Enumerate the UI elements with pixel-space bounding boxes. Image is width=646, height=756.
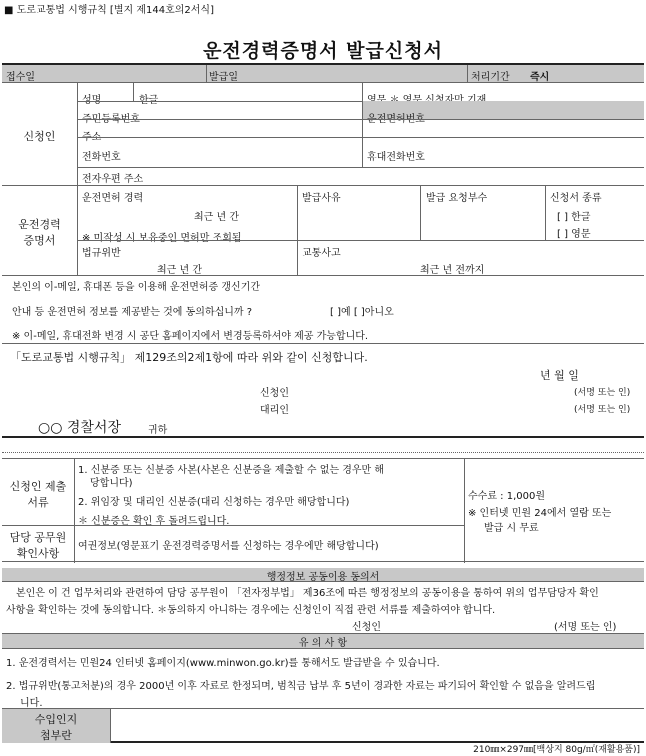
- receipt-label: 접수일: [6, 72, 35, 83]
- violations-label: 법규위반: [82, 248, 121, 259]
- license-career-label: 운전면허 경력: [82, 193, 144, 204]
- admin-consent-section: [2, 582, 644, 632]
- officer-label-2: 확인사항: [16, 547, 60, 560]
- declaration-sign-1[interactable]: (서명 또는 인): [574, 388, 631, 398]
- license-number-field[interactable]: 운전면허번호: [367, 114, 425, 125]
- processing-value: 즉시: [530, 72, 550, 83]
- doc-item-1b: 당합니다): [90, 478, 133, 489]
- recipient: ○○ 경찰서장: [38, 420, 121, 436]
- top-bar: [2, 65, 644, 83]
- doc-item-3: ＊ 신분증은 확인 후 돌려드립니다.: [78, 516, 230, 527]
- issue-reason-label: 발급사유: [302, 193, 341, 204]
- notes-title-bar: [2, 633, 644, 649]
- accidents-years[interactable]: 최근 년 전까지: [420, 265, 485, 276]
- applicant-label: 신청인: [23, 130, 56, 143]
- consent-line-3: ※ 이-메일, 휴대전화 변경 시 공단 홈페이지에서 변경등록하셔야 제공 가능합니다.: [12, 331, 369, 342]
- stamp-label-2: 첨부란: [40, 729, 72, 742]
- consent-line-1: 본인의 이-메일, 휴대폰 등을 이용해 운전면허증 갱신기간: [12, 282, 261, 293]
- career-label-2: 증명서: [23, 234, 56, 247]
- admin-consent-title: 행정정보 공동이용 동의서: [266, 572, 380, 583]
- unpublished-note: ※ 미작성 시 보유중인 면허만 조회됨: [82, 233, 242, 244]
- accidents-label: 교통사고: [302, 248, 341, 259]
- consent-line-2: 안내 등 운전면허 정보를 제공받는 것에 동의하십니까 ?: [12, 307, 253, 318]
- resident-number-field[interactable]: 주민등록번호: [82, 114, 140, 125]
- stamp-section: [2, 709, 644, 743]
- law-reference: ■ 도로교통법 시행규칙 [별지 제144호의2서식]: [4, 5, 214, 16]
- consent-options[interactable]: [ ]예 [ ]아니오: [330, 307, 394, 318]
- docs-label-2: 서류: [27, 496, 49, 509]
- name-label: 성명: [82, 95, 102, 106]
- violations-years[interactable]: 최근 년 간: [157, 265, 202, 276]
- recipient-honorific: 귀하: [148, 425, 168, 436]
- note-2: 2. 법규위반(통고처분)의 경우 2000년 이후 자료로 한정되며, 범칙금 납부 후 5년이 경과한 자료는 파기되어 확인할 수 없음을 알려드립: [6, 681, 596, 692]
- fee-note-2: 발급 시 무료: [484, 523, 539, 534]
- license-career-years[interactable]: 최근 년 간: [194, 212, 239, 223]
- paper-spec: 210㎜×297㎜[백상지 80g/㎡(재활용품)]: [473, 745, 640, 755]
- type-english-checkbox[interactable]: [ ] 영문: [557, 229, 591, 240]
- applicant-section: [2, 83, 644, 186]
- email-field[interactable]: 전자우편 주소: [82, 174, 144, 185]
- stamp-label-1: 수입인지: [34, 713, 78, 726]
- type-korean-checkbox[interactable]: [ ] 한글: [557, 212, 591, 223]
- docs-label-1: 신청인 제출: [9, 480, 67, 493]
- career-label-1: 운전경력: [18, 218, 61, 231]
- declaration-sign-2[interactable]: (서명 또는 인): [574, 405, 631, 415]
- declaration-date[interactable]: 년 월 일: [540, 369, 579, 382]
- notes-section: [2, 649, 644, 709]
- cut-line: [2, 452, 644, 453]
- processing-label: 처리기간: [471, 72, 510, 83]
- notes-title: 유 의 사 항: [298, 638, 348, 649]
- copies-label: 발급 요청부수: [426, 193, 488, 204]
- name-korean-field[interactable]: 한글: [139, 95, 159, 106]
- doc-item-1: 1. 신분증 또는 신분증 사본(사본은 신분증을 제출할 수 없는 경우만 해: [78, 465, 385, 476]
- admin-consent-text-2: 사항을 확인하는 것에 동의합니다. ＊동의하지 아니하는 경우에는 신청인이 직접 관련 서류를 제출하여야 합니다.: [6, 605, 496, 616]
- documents-section: [2, 458, 644, 562]
- address-field[interactable]: 주소: [82, 132, 102, 143]
- declaration-applicant: 신청인: [260, 388, 289, 399]
- doc-item-2: 2. 위임장 및 대리인 신분증(대리 신청하는 경우만 해당합니다): [78, 497, 350, 508]
- note-1: 1. 운전경력서는 민원24 인터넷 홈페이지(www.minwon.go.kr)를 통해서도 발급받을 수 있습니다.: [6, 658, 440, 669]
- career-section: [2, 186, 644, 276]
- fee-note-1: ※ 인터넷 민원 24에서 열람 또는: [468, 508, 612, 519]
- officer-label-1: 담당 공무원: [9, 531, 67, 544]
- note-2b: 니다.: [20, 698, 43, 709]
- declaration-agent: 대리인: [260, 405, 289, 416]
- declaration-section: [2, 344, 644, 438]
- issue-date-label: 발급일: [209, 72, 238, 83]
- mobile-field[interactable]: 휴대전화번호: [367, 152, 425, 163]
- admin-consent-applicant: 신청인: [352, 622, 381, 633]
- cert-type-label: 신청서 종류: [550, 193, 602, 204]
- officer-text: 여권정보(영문표기 운전경력증명서를 신청하는 경우에만 해당합니다): [78, 541, 379, 552]
- admin-consent-text-1: 본인은 이 건 업무처리와 관련하여 담당 공무원이 「전자정부법」 제36조에 따른 행정정보의 공동이용을 통하여 위의 업무담당자 확인: [16, 588, 599, 599]
- form-title: 운전경력증명서 발급신청서: [203, 40, 443, 62]
- admin-consent-sign[interactable]: (서명 또는 인): [554, 622, 617, 633]
- declaration-text: 「도로교통법 시행규칙」 제129조의2제1항에 따라 위와 같이 신청합니다.: [10, 351, 368, 364]
- admin-consent-title-bar: [2, 568, 644, 582]
- phone-field[interactable]: 전화번호: [82, 152, 121, 163]
- fee: 수수료 : 1,000원: [468, 491, 545, 502]
- consent-section: [2, 276, 644, 344]
